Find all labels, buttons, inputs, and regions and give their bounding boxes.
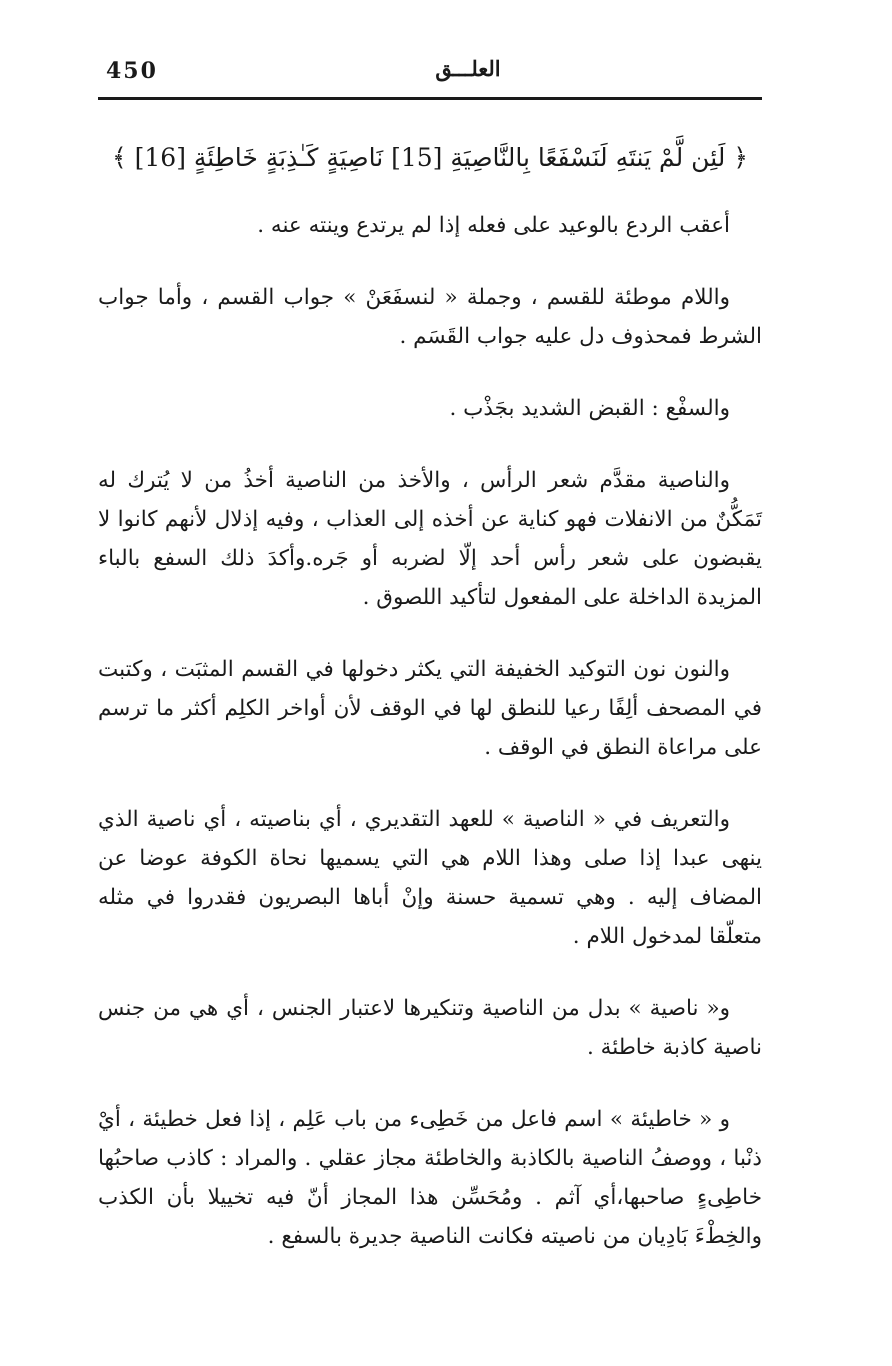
paragraph-8: و « خاطيئة » اسم فاعل من خَطِىء من باب عَلِم ، إذا فعل خطيئة ، أيْ ذنْبا ، ووصفُ الناصية بالكاذبة والخاطئة مجاز عقلي . والمراد : كاذب صاحبُها خاطِىءٍ صاحبها،أي آثم . ومُحَسِّن هذا المجاز أنّ فيه تخييلا بأن الكذب والخِطْءَ بَادِيان من ناصيته فكانت الناصية جديرة بالسفع . (98, 1107, 762, 1249)
paragraph-2: واللام موطئة للقسم ، وجملة « لنسفَعَنْ » جواب القسم ، وأما جواب الشرط فمحذوف دل عليه جواب القَسَم . (98, 285, 762, 349)
paragraph-1: أعقب الردع بالوعيد على فعله إذا لم يرتدع وينته عنه . (257, 213, 730, 238)
paragraph-6: والتعريف في « الناصية » للعهد التقديري ، أي بناصيته ، أي ناصية الذي ينهى عبدا إذا صلى وهذا اللام هي التي يسميها نحاة الكوفة عوضا عن المضاف إليه . وهي تسمية حسنة وإنْ أباها البصريون فقدروا في مثله متعلّقا لمدخول اللام . (98, 807, 762, 949)
paragraph-7: و« ناصية » بدل من الناصية وتنكيرها لاعتبار الجنس ، أي هي من جنس ناصية كاذبة خاطئة . (98, 996, 762, 1060)
paragraph-5: والنون نون التوكيد الخفيفة التي يكثر دخولها في القسم المثبَت ، وكتبت في المصحف ألِفًا رعيا للنطق لها في الوقف لأن أواخر الكلِم أكثر ما ترسم على مراعاة النطق في الوقف . (98, 657, 762, 760)
surah-name: العلـــق (435, 56, 501, 81)
page-number: 450 (106, 58, 158, 84)
quran-verse: ﴿ لَئِن لَّمْ يَنتَهِ لَنَسْفَعًا بِالنَّاصِيَةِ [15] نَاصِيَةٍ كَـٰذِبَةٍ خَاطِئَةٍ [16] ﴾ (112, 143, 748, 172)
commentary-body (98, 206, 762, 1289)
page-header (98, 52, 762, 96)
paragraph-4: والناصية مقدَّم شعر الرأس ، والأخذ من الناصية أخذُ من لا يُترك له تَمَكُّنٌ من الانفلات فهو كناية عن أخذه إلى العذاب ، وفيه إذلال لأنهم كانوا لا يقبضون على شعر رأس أحد إلّا لضربه أو جَره.وأكدَ ذلك السفع بالباء المزيدة الداخلة على المفعول لتأكيد اللصوق . (98, 468, 762, 610)
header-divider (98, 97, 762, 100)
paragraph-3: والسفْع : القبض الشديد بجَذْب . (449, 396, 730, 421)
